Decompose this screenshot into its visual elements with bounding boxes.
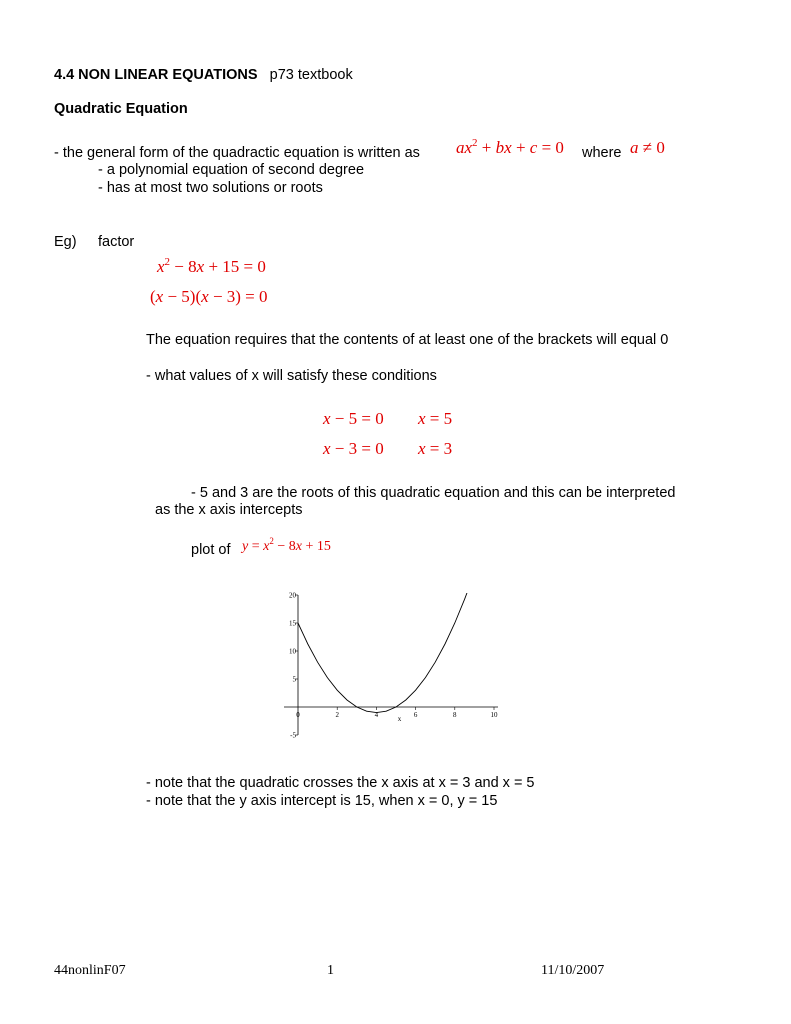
y-tick-label: -5 [290,731,296,740]
x-tick-label: 4 [374,711,379,719]
note-y-intercept: - note that the y axis intercept is 15, when x = 0, y = 15 [146,793,498,809]
parabola-curve [298,588,470,713]
page-title: 4.4 NON LINEAR EQUATIONS [54,67,258,83]
a-nonzero-condition: a ≠ 0 [630,138,665,157]
solution-result-1: x = 5 [418,409,453,428]
header-line [54,66,353,84]
x-axis-label: x [397,715,402,723]
explanation-line-1: The equation requires that the contents of at least one of the brackets will equal 0 [146,332,669,348]
footer-filename: 44nonlinF07 [54,963,126,978]
roots-note-line-2: as the x axis intercepts [155,502,303,518]
y-tick-label: 15 [289,619,296,628]
x-tick-label: 6 [413,711,418,719]
example-label: Eg) [54,234,77,250]
bullet-two-roots: - has at most two solutions or roots [98,180,323,196]
quadratic-equation: $x^2 - 8x + 15 = 0$ [157,256,266,276]
x-tick-label: 10 [490,711,498,719]
factored-equation: (x − 5)(x − 3) = 0 [150,287,268,306]
y-tick-label: 10 [289,647,296,656]
bullet-polynomial: - a polynomial equation of second degree [98,162,365,178]
chart-series [298,588,470,713]
x-tick-label: 8 [453,711,457,719]
roots-note-line-1: - 5 and 3 are the roots of this quadratic equation and this can be interpreted [191,485,676,501]
x-tick-label: 0 [296,711,300,719]
example-action: factor [98,234,135,250]
footer-page-number: 1 [327,963,334,978]
solution-equation-1: x − 5 = 0 [323,409,384,428]
solution-equation-2: x − 3 = 0 [323,439,384,458]
chart-axes [284,595,498,735]
y-tick-label: 5 [292,675,296,684]
parabola-chart [278,588,508,748]
general-form-line: - the general form of the quadractic equation is written as [54,145,420,161]
plot-function: $y = x^2 - 8x + 15$ [242,536,331,554]
chart-ticks [289,592,498,740]
explanation-line-2: - what values of x will satisfy these conditions [146,368,437,384]
footer-date: 11/10/2007 [541,963,605,978]
where-label: where [582,145,622,161]
y-tick-label: 20 [289,591,296,600]
section-heading: Quadratic Equation [54,101,188,117]
textbook-reference: p73 textbook [269,67,353,83]
general-form-equation: $ax^2$ + bx + c = 0 [456,137,564,157]
solution-result-2: x = 3 [418,439,453,458]
plot-label: plot of [191,542,231,558]
x-tick-label: 2 [335,711,339,719]
note-x-intercepts: - note that the quadratic crosses the x axis at x = 3 and x = 5 [146,775,535,791]
